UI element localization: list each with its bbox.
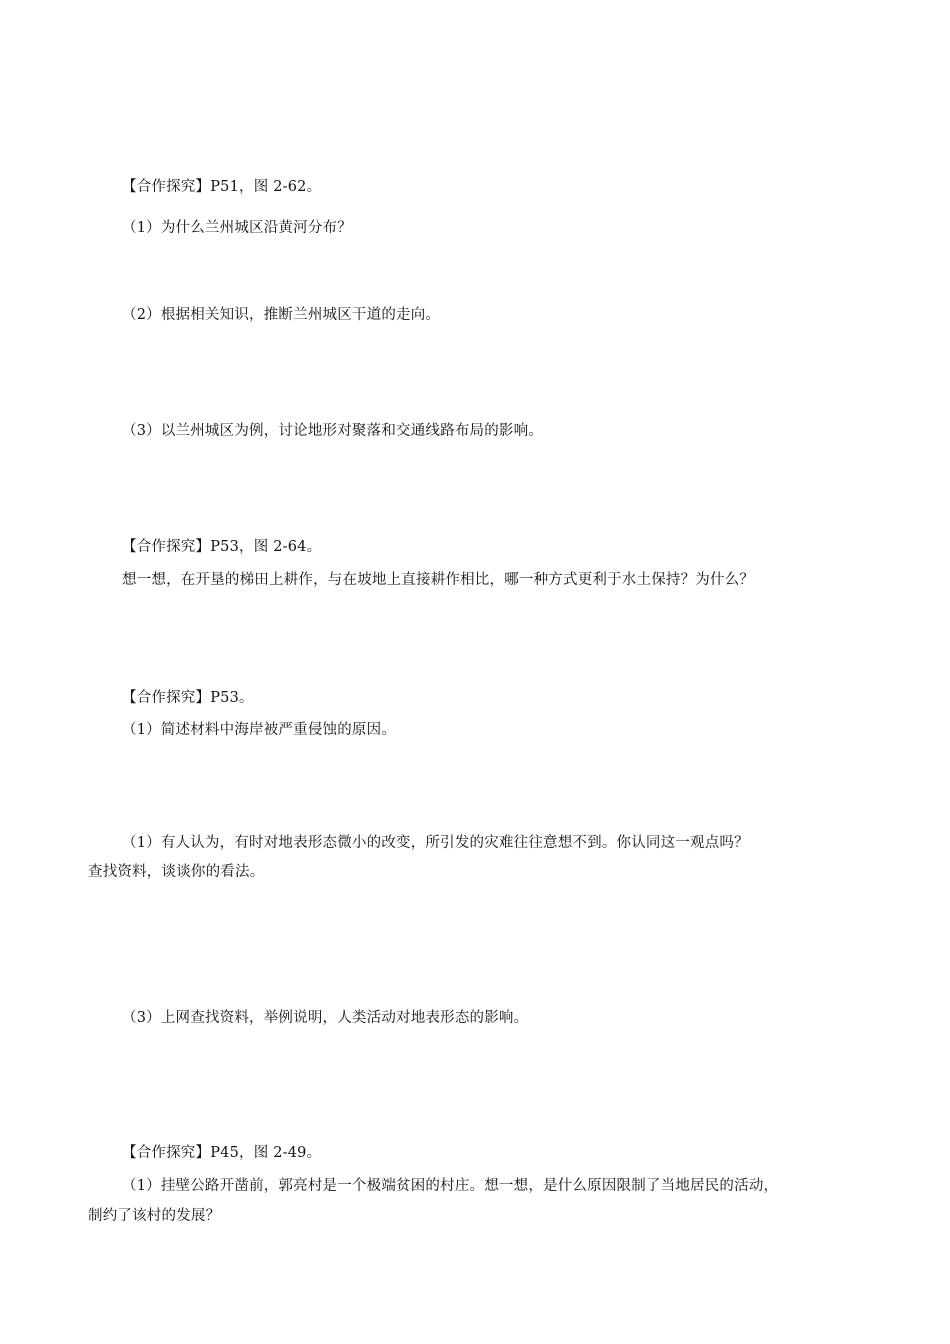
question-text: （3）以兰州城区为例，讨论地形对聚落和交通线路布局的影响。 [122,423,544,439]
question-text: （1）简述材料中海岸被严重侵蚀的原因。 [122,722,397,738]
section-header: 【合作探究】P53，图 2-64。 [122,539,322,555]
question-text: （1）有人认为，有时对地表形态微小的改变，所引发的灾难往往意想不到。你认同这一观点吗？ [122,835,749,851]
section-header: 【合作探究】P53。 [122,690,254,706]
question-text: 想一想，在开垦的梯田上耕作，与在坡地上直接耕作相比，哪一种方式更利于水土保持？为什么？ [122,572,755,588]
question-text: 制约了该村的发展？ [88,1208,221,1224]
question-text: （3）上网查找资料，举例说明，人类活动对地表形态的影响。 [122,1010,529,1026]
question-text: （1）挂壁公路开凿前，郭亮村是一个极端贫困的村庄。想一想，是什么原因限制了当地居民的活动， [122,1178,779,1194]
question-text: （2）根据相关知识，推断兰州城区干道的走向。 [122,307,441,323]
question-text: 查找资料，谈谈你的看法。 [88,864,265,880]
question-text: （1）为什么兰州城区沿黄河分布？ [122,220,352,236]
section-header: 【合作探究】P45，图 2-49。 [122,1145,322,1161]
section-header: 【合作探究】P51，图 2-62。 [122,179,322,195]
